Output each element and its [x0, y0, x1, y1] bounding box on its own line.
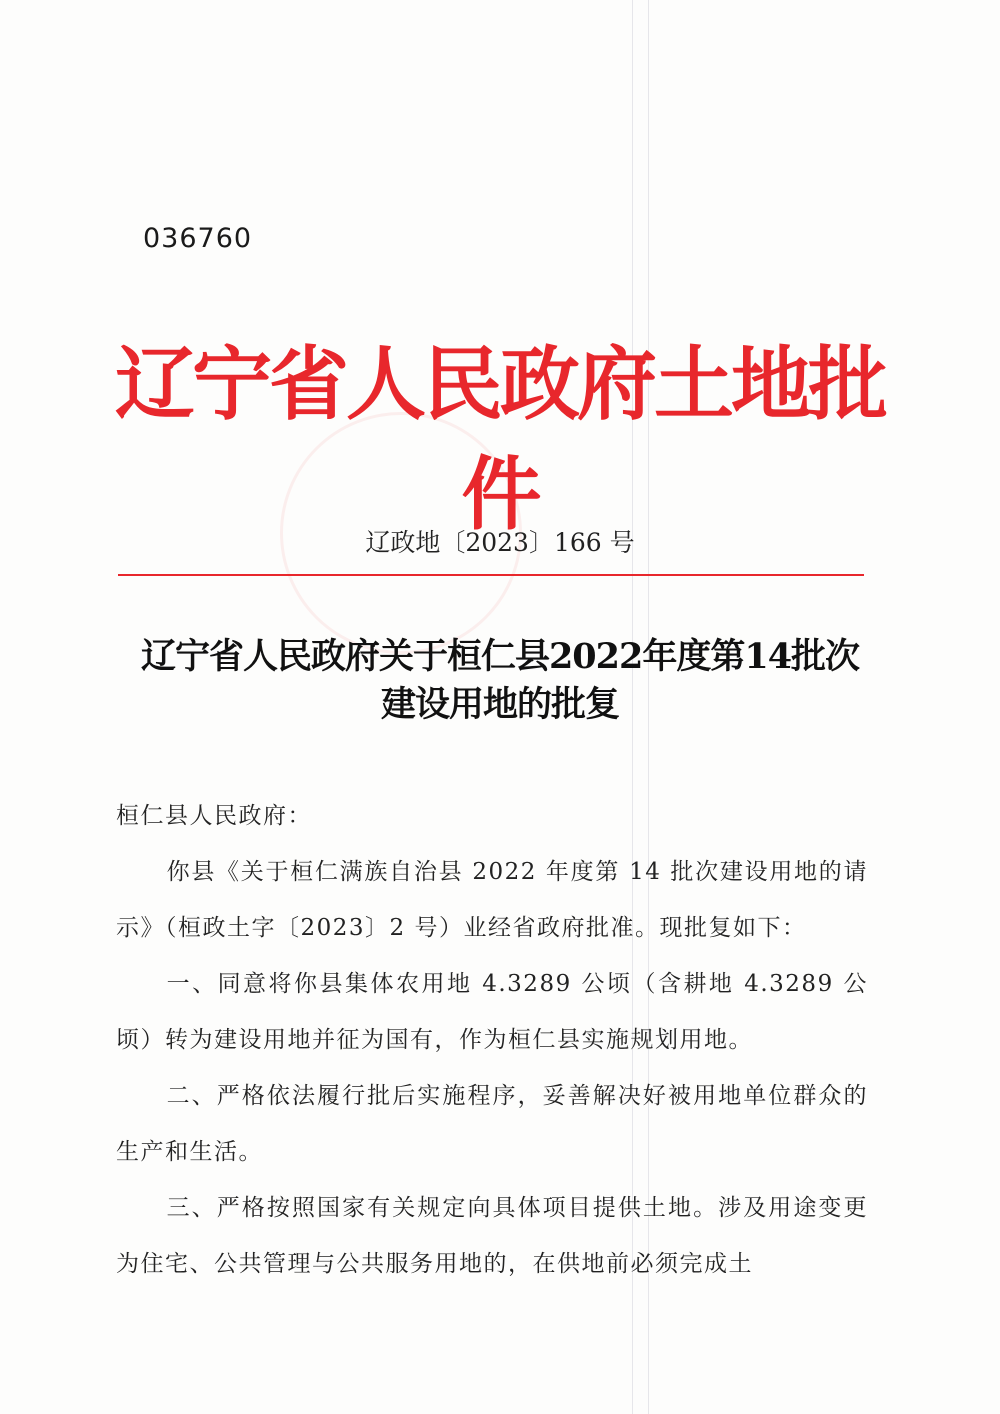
body-paragraph: 三、严格按照国家有关规定向具体项目提供土地。涉及用途变更为住宅、公共管理与公共服务用地的，在供地前必须完成土 [116, 1195, 868, 1277]
title-line-2: 建设用地的批复 [380, 684, 619, 725]
title-line-1: 辽宁省人民政府关于桓仁县2022年度第14批次 [140, 636, 860, 677]
serial-number: 036760 [143, 223, 253, 254]
addressee: 桓仁县人民政府： [116, 803, 312, 829]
document-number: 辽政地〔2023〕166 号 [365, 528, 635, 557]
document-header: 辽宁省人民政府土地批件 [115, 338, 885, 541]
red-divider-line [118, 574, 864, 576]
document-body [116, 788, 868, 1292]
body-paragraph: 二、严格依法履行批后实施程序，妥善解决好被用地单位群众的生产和生活。 [116, 1083, 868, 1165]
body-paragraph: 你县《关于桓仁满族自治县 2022 年度第 14 批次建设用地的请示》（桓政土字〔2023〕2 号）业经省政府批准。现批复如下： [116, 859, 868, 941]
body-paragraph: 一、同意将你县集体农用地 4.3289 公顷（含耕地 4.3289 公顷）转为建设用地并征为国有，作为桓仁县实施规划用地。 [116, 971, 868, 1053]
document-title [100, 633, 900, 729]
